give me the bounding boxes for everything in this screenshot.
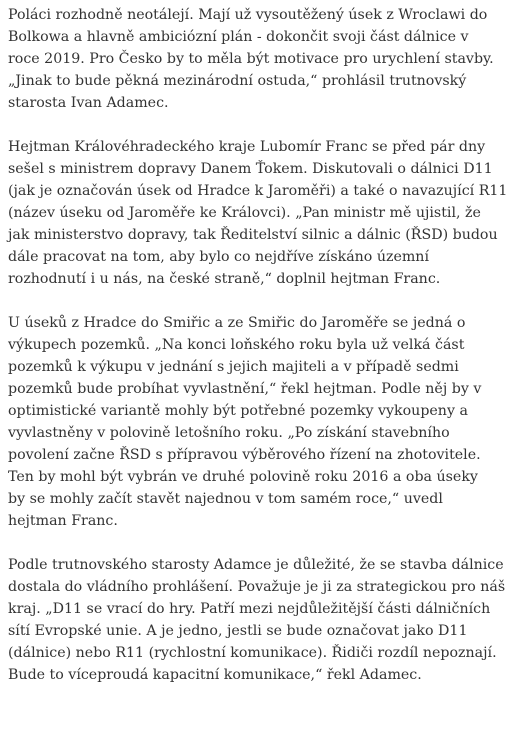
text-line: (dálnice) nebo R11 (rychlostní komunikace). Řidiči rozdíl nepoznají. [8, 645, 497, 661]
paragraph-poland-motivation [8, 4, 508, 114]
text-line: Podle trutnovského starosty Adamce je důležité, že se stavba dálnice [8, 557, 504, 573]
text-line: pozemků k výkupu v jednání s jejich majiteli a v případě sedmi [8, 359, 459, 375]
paragraph-governor-meeting [8, 136, 508, 290]
text-line: roce 2019. Pro Česko by to měla být motivace pro urychlení stavby. [8, 51, 494, 67]
text-line: sítí Evropské unie. A je jedno, jestli se bude označovat jako D11 [8, 623, 468, 639]
text-line: dále pracovat na tom, aby bylo co nejdříve získáno územní [8, 249, 429, 265]
text-line: Bolkowa a hlavně ambiciózní plán - dokončit svoji část dálnice v [8, 29, 469, 45]
article-body [8, 4, 508, 708]
text-line: rozhodnutí i u nás, na české straně,“ doplnil hejtman Franc. [8, 271, 441, 287]
text-line: povolení začne ŘSD s přípravou výběrového řízení na zhotovitele. [8, 447, 481, 463]
text-line: (jak je označován úsek od Hradce k Jaroměři) a také o navazující R11 [8, 183, 508, 199]
text-line: „Jinak to bude pěkná mezinárodní ostuda,“ prohlásil trutnovský [8, 73, 467, 89]
text-line: U úseků z Hradce do Smiřic a ze Smiřic do Jaroměře se jedná o [8, 315, 466, 331]
text-line: dostala do vládního prohlášení. Považuje je ji za strategickou pro náš [8, 579, 506, 595]
text-line: jak ministerstvo dopravy, tak Ředitelství silnic a dálnic (ŘSD) budou [8, 227, 498, 243]
text-line: hejtman Franc. [8, 513, 118, 529]
text-line: (název úseku od Jaroměře ke Královci). „Pan ministr mě ujistil, že [8, 205, 481, 221]
text-line: výkupech pozemků. „Na konci loňského roku byla už velká část [8, 337, 465, 353]
text-line: optimistické variantě mohly být potřebné pozemky vykoupeny a [8, 403, 468, 419]
text-line: Poláci rozhodně neotálejí. Mají už vysoutěžený úsek z Wroclawi do [8, 7, 488, 23]
paragraph-land-purchase [8, 312, 508, 532]
text-line: by se mohly začít stavět najednou v tom samém roce,“ uvedl [8, 491, 443, 507]
text-line: Bude to víceproudá kapacitní komunikace,“ řekl Adamec. [8, 667, 422, 683]
text-line: kraj. „D11 se vrací do hry. Patří mezi nejdůležitější části dálničních [8, 601, 491, 617]
text-line: vyvlastněny v polovině letošního roku. „Po získání stavebního [8, 425, 450, 441]
text-line: sešel s ministrem dopravy Danem Ťokem. Diskutovali o dálnici D11 [8, 161, 493, 177]
text-line: Hejtman Královéhradeckého kraje Lubomír Franc se před pár dny [8, 139, 486, 155]
text-line: pozemků bude probíhat vyvlastnění,“ řekl hejtman. Podle něj by v [8, 381, 482, 397]
text-line: starosta Ivan Adamec. [8, 95, 169, 111]
text-line: Ten by mohl být vybrán ve druhé polovině roku 2016 a oba úseky [8, 469, 478, 485]
paragraph-mayor-statement [8, 554, 508, 686]
